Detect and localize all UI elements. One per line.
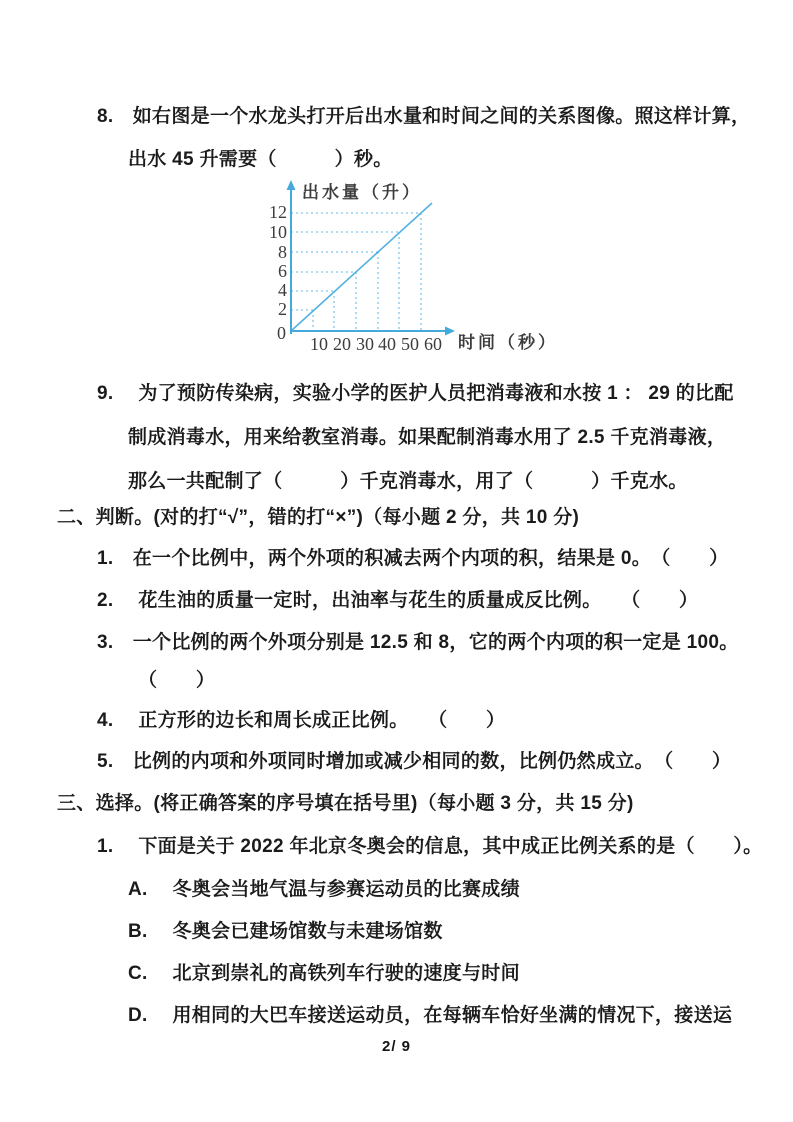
svg-text:10: 10 bbox=[269, 222, 287, 242]
svg-text:60: 60 bbox=[424, 334, 442, 354]
choice-option-b: B. 冬奥会已建场馆数与未建场馆数 bbox=[128, 921, 443, 942]
svg-text:40: 40 bbox=[378, 334, 396, 354]
svg-text:12: 12 bbox=[269, 202, 287, 222]
question-9-line-2: 制成消毒水，用来给教室消毒。如果配制消毒水用了 2.5 千克消毒液， bbox=[128, 427, 727, 448]
proportional-data-line bbox=[291, 203, 432, 331]
section-3-header: 三、选择。(将正确答案的序号填在括号里)（每小题 3 分，共 15 分) bbox=[57, 793, 634, 814]
chart-horizontal-guides bbox=[291, 213, 421, 310]
choice-option-d: D. 用相同的大巴车接送运动员，在每辆车恰好坐满的情况下，接送运 bbox=[128, 1005, 733, 1026]
judge-item-4: 4. 正方形的边长和周长成正比例。 （ ） bbox=[97, 710, 506, 731]
section-2-header: 二、判断。(对的打“√”，错的打“×”)（每小题 2 分，共 10 分) bbox=[57, 507, 580, 528]
svg-text:0: 0 bbox=[277, 323, 286, 343]
choice-option-c: C. 北京到崇礼的高铁列车行驶的速度与时间 bbox=[128, 963, 520, 984]
judge-item-5: 5. 比例的内项和外项同时增加或减少相同的数，比例仍然成立。 （ ） bbox=[97, 751, 732, 772]
svg-text:2: 2 bbox=[278, 299, 287, 319]
svg-text:20: 20 bbox=[333, 334, 351, 354]
question-9-line-1: 9. 为了预防传染病，实验小学的医护人员把消毒液和水按 1 ： 29 的比配 bbox=[97, 383, 734, 404]
x-axis-arrow bbox=[445, 327, 455, 336]
y-axis-arrow bbox=[287, 180, 296, 190]
page-number: 2/ 9 bbox=[381, 1038, 412, 1055]
judge-item-2: 2. 花生油的质量一定时，出油率与花生的质量成反比例。 （ ） bbox=[97, 590, 699, 611]
choice-option-a: A. 冬奥会当地气温与参赛运动员的比赛成绩 bbox=[128, 879, 520, 900]
judge-item-3-line-2: （ ） bbox=[138, 670, 216, 691]
svg-text:6: 6 bbox=[278, 261, 287, 281]
svg-text:10: 10 bbox=[310, 334, 328, 354]
y-axis-tick-labels bbox=[269, 202, 287, 343]
x-axis-tick-labels bbox=[310, 334, 442, 354]
x-axis-title: 时间（秒） bbox=[458, 333, 558, 352]
svg-text:50: 50 bbox=[401, 334, 419, 354]
water-output-time-chart bbox=[258, 176, 588, 386]
line-chart-svg bbox=[258, 176, 588, 381]
chart-vertical-guides bbox=[313, 213, 421, 331]
judge-item-3-line-1: 3. 一个比例的两个外项分别是 12.5 和 8，它的两个内项的积一定是 100。 bbox=[97, 632, 739, 653]
question-8-line-1: 8. 如右图是一个水龙头打开后出水量和时间之间的关系图像。照这样计算， bbox=[97, 106, 751, 127]
svg-text:8: 8 bbox=[278, 242, 287, 262]
svg-text:4: 4 bbox=[278, 280, 287, 300]
question-9-line-3: 那么一共配制了（ ）千克消毒水，用了（ ）千克水。 bbox=[128, 471, 688, 492]
choice-question-1: 1. 下面是关于 2022 年北京冬奥会的信息，其中成正比例关系的是（ ）。 bbox=[97, 836, 763, 857]
svg-text:30: 30 bbox=[356, 334, 374, 354]
question-8-line-2: 出水 45 升需要（ ）秒。 bbox=[128, 149, 393, 170]
y-axis-title: 出水量（升） bbox=[302, 183, 422, 202]
judge-item-1: 1. 在一个比例中，两个外项的积减去两个内项的积，结果是 0。 （ ） bbox=[97, 548, 729, 569]
